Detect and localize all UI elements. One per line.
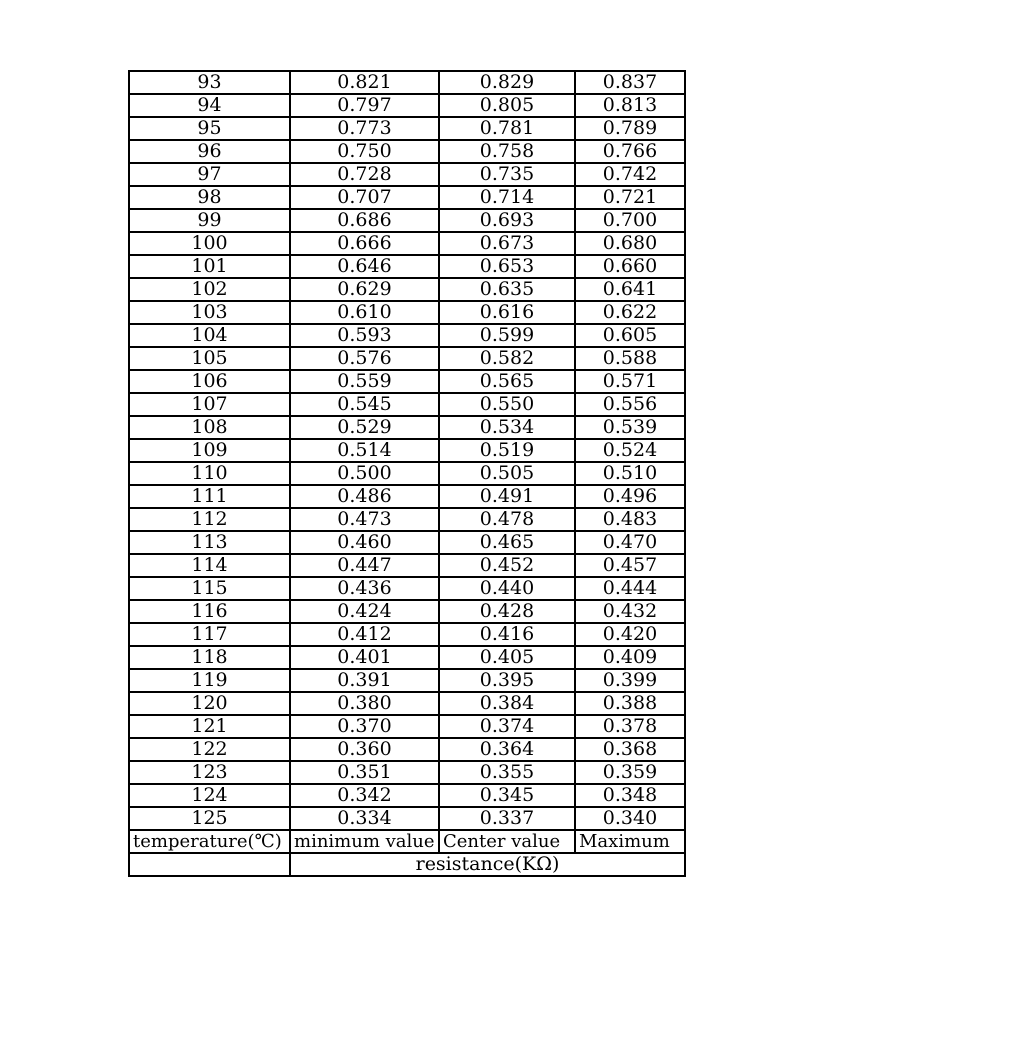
temperature-cell: 95 <box>129 117 290 140</box>
temperature-cell: 98 <box>129 186 290 209</box>
minimum-value-cell: 0.424 <box>290 600 439 623</box>
temperature-cell: 120 <box>129 692 290 715</box>
temperature-cell: 108 <box>129 416 290 439</box>
table-row <box>129 761 685 784</box>
minimum-value-cell: 0.646 <box>290 255 439 278</box>
center-value-cell: 0.416 <box>439 623 575 646</box>
temperature-cell: 94 <box>129 94 290 117</box>
minimum-value-cell: 0.486 <box>290 485 439 508</box>
center-value-cell: 0.505 <box>439 462 575 485</box>
maximum-value-cell: 0.470 <box>575 531 685 554</box>
temperature-cell: 121 <box>129 715 290 738</box>
maximum-value-cell: 0.680 <box>575 232 685 255</box>
center-value-cell: 0.653 <box>439 255 575 278</box>
center-value-cell: 0.714 <box>439 186 575 209</box>
table-row <box>129 807 685 830</box>
center-value-cell: 0.735 <box>439 163 575 186</box>
maximum-value-cell: 0.388 <box>575 692 685 715</box>
temperature-cell: 119 <box>129 669 290 692</box>
resistance-label: resistance(KΩ) <box>290 853 685 876</box>
center-value-cell: 0.550 <box>439 393 575 416</box>
maximum-value-cell: 0.510 <box>575 462 685 485</box>
center-value-cell: 0.534 <box>439 416 575 439</box>
minimum-value-cell: 0.380 <box>290 692 439 715</box>
center-value-cell: 0.355 <box>439 761 575 784</box>
table-row <box>129 209 685 232</box>
table-row <box>129 600 685 623</box>
maximum-value-cell: 0.571 <box>575 370 685 393</box>
temperature-cell: 114 <box>129 554 290 577</box>
maximum-value-cell: 0.378 <box>575 715 685 738</box>
center-value-cell: 0.582 <box>439 347 575 370</box>
maximum-value-cell: 0.432 <box>575 600 685 623</box>
minimum-value-cell: 0.460 <box>290 531 439 554</box>
temperature-cell: 93 <box>129 71 290 94</box>
center-value-cell: 0.781 <box>439 117 575 140</box>
center-value-cell: 0.616 <box>439 301 575 324</box>
center-value-cell: 0.519 <box>439 439 575 462</box>
minimum-value-cell: 0.391 <box>290 669 439 692</box>
minimum-value-cell: 0.559 <box>290 370 439 393</box>
minimum-value-cell: 0.610 <box>290 301 439 324</box>
temperature-cell: 106 <box>129 370 290 393</box>
table-row <box>129 577 685 600</box>
table-row <box>129 715 685 738</box>
maximum-value-cell: 0.700 <box>575 209 685 232</box>
table-row <box>129 738 685 761</box>
table-row <box>129 462 685 485</box>
minimum-value-cell: 0.360 <box>290 738 439 761</box>
temperature-cell: 122 <box>129 738 290 761</box>
maximum-value-cell: 0.622 <box>575 301 685 324</box>
table-row <box>129 278 685 301</box>
column-label-row <box>129 830 685 853</box>
center-value-cell: 0.805 <box>439 94 575 117</box>
resistance-table-body <box>129 71 685 830</box>
maximum-value-cell: 0.766 <box>575 140 685 163</box>
center-value-cell: 0.829 <box>439 71 575 94</box>
temperature-cell: 97 <box>129 163 290 186</box>
minimum-value-cell: 0.728 <box>290 163 439 186</box>
minimum-value-cell: 0.514 <box>290 439 439 462</box>
temperature-cell: 111 <box>129 485 290 508</box>
center-value-cell: 0.405 <box>439 646 575 669</box>
temperature-cell: 109 <box>129 439 290 462</box>
table-row <box>129 370 685 393</box>
temperature-cell: 116 <box>129 600 290 623</box>
center-value-cell: 0.465 <box>439 531 575 554</box>
minimum-value-cell: 0.773 <box>290 117 439 140</box>
unit-label-row <box>129 853 685 876</box>
table-row <box>129 301 685 324</box>
maximum-value-cell: 0.539 <box>575 416 685 439</box>
minimum-value-cell: 0.436 <box>290 577 439 600</box>
table-row <box>129 71 685 94</box>
minimum-value-cell: 0.529 <box>290 416 439 439</box>
minimum-value-cell: 0.686 <box>290 209 439 232</box>
table-row <box>129 186 685 209</box>
center-value-cell: 0.635 <box>439 278 575 301</box>
table-row <box>129 646 685 669</box>
maximum-value-cell: 0.496 <box>575 485 685 508</box>
table-row <box>129 669 685 692</box>
temperature-label: temperature(℃) <box>129 830 290 853</box>
table-row <box>129 416 685 439</box>
center-value-cell: 0.428 <box>439 600 575 623</box>
minimum-value-cell: 0.629 <box>290 278 439 301</box>
maximum-value-cell: 0.444 <box>575 577 685 600</box>
maximum-value-cell: 0.359 <box>575 761 685 784</box>
table-row <box>129 94 685 117</box>
temperature-cell: 115 <box>129 577 290 600</box>
temperature-cell: 118 <box>129 646 290 669</box>
minimum-value-cell: 0.342 <box>290 784 439 807</box>
maximum-value-cell: 0.660 <box>575 255 685 278</box>
maximum-value-cell: 0.742 <box>575 163 685 186</box>
empty-label-cell <box>129 853 290 876</box>
center-value-cell: 0.478 <box>439 508 575 531</box>
temperature-cell: 103 <box>129 301 290 324</box>
minimum-value-cell: 0.576 <box>290 347 439 370</box>
temperature-cell: 100 <box>129 232 290 255</box>
maximum-value-cell: 0.483 <box>575 508 685 531</box>
table-row <box>129 232 685 255</box>
temperature-cell: 105 <box>129 347 290 370</box>
center-value-cell: 0.337 <box>439 807 575 830</box>
table-row <box>129 554 685 577</box>
temperature-cell: 99 <box>129 209 290 232</box>
maximum-value-cell: 0.588 <box>575 347 685 370</box>
center-value-label: Center value <box>439 830 575 853</box>
temperature-cell: 104 <box>129 324 290 347</box>
center-value-cell: 0.395 <box>439 669 575 692</box>
table-row <box>129 508 685 531</box>
table-row <box>129 324 685 347</box>
minimum-value-cell: 0.666 <box>290 232 439 255</box>
temperature-cell: 123 <box>129 761 290 784</box>
minimum-value-cell: 0.351 <box>290 761 439 784</box>
resistance-table-labels <box>129 830 685 876</box>
center-value-cell: 0.345 <box>439 784 575 807</box>
maximum-value-cell: 0.721 <box>575 186 685 209</box>
center-value-cell: 0.673 <box>439 232 575 255</box>
minimum-value-cell: 0.797 <box>290 94 439 117</box>
table-row <box>129 163 685 186</box>
maximum-value-cell: 0.641 <box>575 278 685 301</box>
temperature-cell: 112 <box>129 508 290 531</box>
table-row <box>129 623 685 646</box>
minimum-value-cell: 0.707 <box>290 186 439 209</box>
temperature-cell: 107 <box>129 393 290 416</box>
table-row <box>129 485 685 508</box>
table-row <box>129 784 685 807</box>
table-row <box>129 393 685 416</box>
temperature-cell: 124 <box>129 784 290 807</box>
temperature-cell: 101 <box>129 255 290 278</box>
table-row <box>129 117 685 140</box>
center-value-cell: 0.452 <box>439 554 575 577</box>
temperature-cell: 125 <box>129 807 290 830</box>
minimum-value-cell: 0.545 <box>290 393 439 416</box>
minimum-value-cell: 0.412 <box>290 623 439 646</box>
center-value-cell: 0.491 <box>439 485 575 508</box>
maximum-value-cell: 0.556 <box>575 393 685 416</box>
maximum-value-cell: 0.348 <box>575 784 685 807</box>
center-value-cell: 0.758 <box>439 140 575 163</box>
table-row <box>129 255 685 278</box>
table-row <box>129 347 685 370</box>
minimum-value-cell: 0.401 <box>290 646 439 669</box>
maximum-value-cell: 0.524 <box>575 439 685 462</box>
center-value-cell: 0.384 <box>439 692 575 715</box>
center-value-cell: 0.440 <box>439 577 575 600</box>
temperature-cell: 113 <box>129 531 290 554</box>
maximum-value-cell: 0.340 <box>575 807 685 830</box>
table-row <box>129 439 685 462</box>
maximum-value-cell: 0.409 <box>575 646 685 669</box>
maximum-value-cell: 0.813 <box>575 94 685 117</box>
temperature-cell: 117 <box>129 623 290 646</box>
maximum-value-cell: 0.457 <box>575 554 685 577</box>
minimum-value-label: minimum value <box>290 830 439 853</box>
table-row <box>129 531 685 554</box>
maximum-value-cell: 0.605 <box>575 324 685 347</box>
center-value-cell: 0.599 <box>439 324 575 347</box>
center-value-cell: 0.364 <box>439 738 575 761</box>
temperature-cell: 96 <box>129 140 290 163</box>
minimum-value-cell: 0.473 <box>290 508 439 531</box>
resistance-table <box>128 70 686 877</box>
minimum-value-cell: 0.370 <box>290 715 439 738</box>
minimum-value-cell: 0.750 <box>290 140 439 163</box>
temperature-cell: 110 <box>129 462 290 485</box>
maximum-value-cell: 0.837 <box>575 71 685 94</box>
maximum-value-cell: 0.420 <box>575 623 685 646</box>
center-value-cell: 0.374 <box>439 715 575 738</box>
minimum-value-cell: 0.821 <box>290 71 439 94</box>
maximum-value-cell: 0.789 <box>575 117 685 140</box>
minimum-value-cell: 0.447 <box>290 554 439 577</box>
minimum-value-cell: 0.593 <box>290 324 439 347</box>
maximum-value-cell: 0.368 <box>575 738 685 761</box>
table-row <box>129 140 685 163</box>
center-value-cell: 0.565 <box>439 370 575 393</box>
center-value-cell: 0.693 <box>439 209 575 232</box>
maximum-label: Maximum <box>575 830 685 853</box>
minimum-value-cell: 0.500 <box>290 462 439 485</box>
minimum-value-cell: 0.334 <box>290 807 439 830</box>
table-row <box>129 692 685 715</box>
maximum-value-cell: 0.399 <box>575 669 685 692</box>
temperature-cell: 102 <box>129 278 290 301</box>
